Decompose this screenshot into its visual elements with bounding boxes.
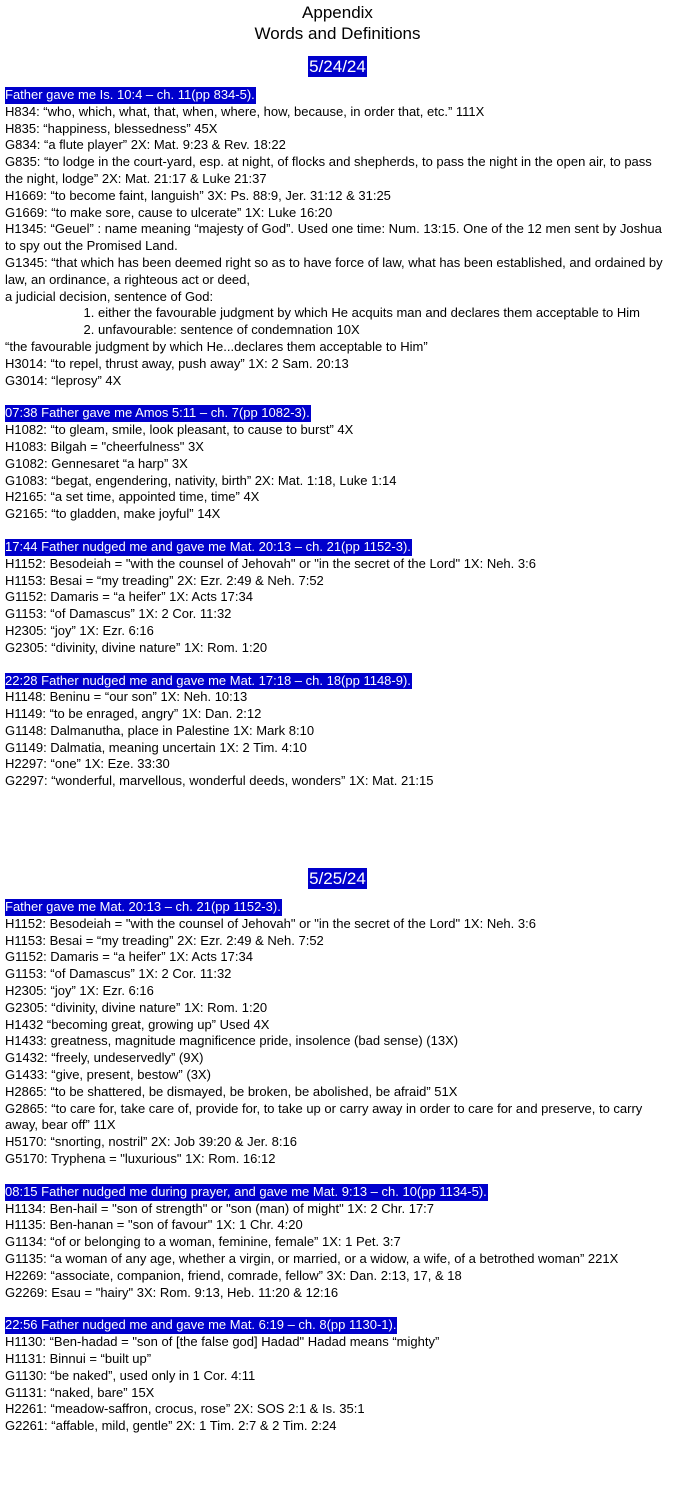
definition-line: H1153: Besai = “my treading” 2X: Ezr. 2:49 & Neh. 7:52 — [5, 572, 324, 588]
reading-section — [5, 1317, 670, 1435]
definition-line: G1152: Damaris = “a heifer” 1X: Acts 17:34 — [5, 949, 253, 965]
section-heading-line — [5, 1184, 670, 1201]
definition-line: G1669: “to make sore, cause to ulcerate” 1X: Luke 16:20 — [5, 204, 333, 220]
definition-line: G2269: Esau = "hairy" 3X: Rom. 9:13, Heb. 11:20 & 12:16 — [5, 1284, 339, 1300]
date-heading-wrap — [5, 868, 670, 889]
definition-line: “the favourable judgment by which He...declares them acceptable to Him” — [5, 338, 428, 354]
date-heading-wrap — [5, 56, 670, 77]
definition-line: H2297: “one” 1X: Eze. 33:30 — [5, 756, 170, 772]
definition-line: G1130: “be naked”, used only in 1 Cor. 4:11 — [5, 1367, 256, 1383]
definition-line: H3014: “to repel, thrust away, push away” 1X: 2 Sam. 20:13 — [5, 355, 349, 371]
definition-line: H1134: Ben-hail = "son of strength" or "son (man) of might" 1X: 2 Chr. 17:7 — [5, 1200, 435, 1216]
definition-line: G1148: Dalmanutha, place in Palestine 1X: Mark 8:10 — [5, 722, 315, 738]
definition-line: H2305: “joy” 1X: Ezr. 6:16 — [5, 983, 154, 999]
definition-line: H1152: Besodeiah = "with the counsel of Jehovah" or "in the secret of the Lord" 1X: Neh. 3:6 — [5, 915, 536, 931]
definition-line: H1148: Beninu = “our son” 1X: Neh. 10:13 — [5, 689, 248, 705]
definition-line: G2165: “to gladden, make joyful” 14X — [5, 506, 221, 522]
definition-line: H2305: “joy” 1X: Ezr. 6:16 — [5, 622, 154, 638]
reading-section — [5, 539, 670, 657]
definition-line: G2261: “affable, mild, gentle” 2X: 1 Tim. 2:7 & 2 Tim. 2:24 — [5, 1418, 337, 1434]
definition-line: G5170: Tryphena = "luxurious" 1X: Rom. 16:12 — [5, 1151, 276, 1167]
definition-line: G1153: “of Damascus” 1X: 2 Cor. 11:32 — [5, 966, 232, 982]
definition-line: G1345: “that which has been deemed right so as to have force of law, what has been established, and ordained by law, an ordinance, a righteous act or deed, — [5, 254, 663, 287]
definition-line: H1345: “Geuel” : name meaning “majesty of God”. Used one time: Num. 13:15. One of the 12 men sent by Joshua to spy out the Promised Land. — [5, 221, 662, 254]
definition-line: H1083: Bilgah = "cheerfulness" 3X — [5, 438, 204, 454]
page-title: Appendix — [302, 3, 373, 22]
definition-line: G1131: “naked, bare” 15X — [5, 1384, 155, 1400]
section-heading-line — [5, 405, 670, 422]
definition-line: G1135: “a woman of any age, whether a virgin, or married, or a widow, a wife, of a betrothed woman” 221X — [5, 1251, 619, 1267]
definition-line: H1131: Binnui = “built up” — [5, 1351, 152, 1366]
sublist-item: 2. unfavourable: sentence of condemnation 10X — [98, 322, 670, 339]
definition-line: G1433: “give, present, bestow” (3X) — [5, 1067, 211, 1083]
section-heading: 07:38 Father gave me Amos 5:11 – ch. 7(pp 1082-3). — [5, 405, 310, 421]
section-heading: 22:56 Father nudged me and gave me Mat. 6:19 – ch. 8(pp 1130-1). — [5, 1317, 397, 1333]
definition-line: G3014: “leprosy” 4X — [5, 372, 122, 388]
definition-line: H1669: “to become faint, languish” 3X: Ps. 88:9, Jer. 31:12 & 31:25 — [5, 187, 391, 203]
definition-line: H2865: “to be shattered, be dismayed, be broken, be abolished, be afraid” 51X — [5, 1083, 458, 1099]
title-block — [5, 0, 670, 44]
definition-line: a judicial decision, sentence of God: — [5, 288, 214, 304]
reading-section — [5, 899, 670, 1168]
reading-section — [5, 673, 670, 791]
definition-line: G835: “to lodge in the court-yard, esp. at night, of flocks and shepherds, to pass the night in the open air, to pass the night, lodge” 2X: Mat. 21:17 & Luke 21:37 — [5, 154, 652, 186]
definition-line: H1433: greatness, magnitude magnificence pride, insolence (bad sense) (13X) — [5, 1033, 459, 1049]
definition-line: G2865: “to care for, take care of, provide for, to take up or carry away in order to care for and preserve, to carry away, bear off” 11X — [5, 1100, 643, 1133]
definition-line: H1149: “to be enraged, angry” 1X: Dan. 2:12 — [5, 706, 262, 722]
definition-line: G1153: “of Damascus” 1X: 2 Cor. 11:32 — [5, 606, 232, 622]
page-subtitle: Words and Definitions — [254, 24, 421, 43]
section-heading: 17:44 Father nudged me and gave me Mat. 20:13 – ch. 21(pp 1152-3). — [5, 538, 411, 554]
section-heading: 08:15 Father nudged me during prayer, and gave me Mat. 9:13 – ch. 10(pp 1134-5). — [5, 1183, 487, 1199]
sublist-item: 1. either the favourable judgment by which He acquits man and declares them acceptable to Him — [98, 305, 670, 322]
section-heading-line — [5, 673, 670, 690]
definition-line: H1130: “Ben-hadad = "son of [the false god] Hadad" Hadad means “mighty” — [5, 1334, 440, 1350]
definition-line: H2261: “meadow-saffron, crocus, rose” 2X: SOS 2:1 & Is. 35:1 — [5, 1401, 365, 1417]
definition-line: H1432 “becoming great, growing up” Used 4X — [5, 1016, 270, 1032]
section-heading-line — [5, 539, 670, 556]
section-heading: Father gave me Is. 10:4 – ch. 11(pp 834-5). — [5, 87, 255, 102]
definition-line: G2305: “divinity, divine nature” 1X: Rom. 1:20 — [5, 999, 268, 1015]
definition-line: H1152: Besodeiah = "with the counsel of Jehovah" or "in the secret of the Lord" 1X: Neh. 3:6 — [5, 555, 536, 571]
definition-line: H5170: “snorting, nostril” 2X: Job 39:20 & Jer. 8:16 — [5, 1134, 297, 1150]
definition-line: G1432: “freely, undeservedly” (9X) — [5, 1050, 204, 1066]
definition-line: H1082: “to gleam, smile, look pleasant, to cause to burst” 4X — [5, 422, 354, 438]
definition-line: G1152: Damaris = “a heifer” 1X: Acts 17:34 — [5, 589, 253, 605]
definition-line: H2269: “associate, companion, friend, comrade, fellow” 3X: Dan. 2:13, 17, & 18 — [5, 1267, 462, 1283]
definition-line: G1149: Dalmatia, meaning uncertain 1X: 2 Tim. 4:10 — [5, 739, 307, 755]
definition-line: G1083: “begat, engendering, nativity, birth” 2X: Mat. 1:18, Luke 1:14 — [5, 472, 397, 488]
definition-line: H1153: Besai = “my treading” 2X: Ezr. 2:49 & Neh. 7:52 — [5, 932, 324, 948]
definition-line: G834: “a flute player” 2X: Mat. 9:23 & Rev. 18:22 — [5, 137, 286, 153]
reading-section — [5, 1184, 670, 1302]
section-heading: 22:28 Father nudged me and gave me Mat. 17:18 – ch. 18(pp 1148-9). — [5, 672, 411, 688]
definition-line: H2165: “a set time, appointed time, time” 4X — [5, 489, 260, 505]
section-heading-line — [5, 87, 670, 104]
document-content — [5, 56, 670, 1435]
definition-line: G2305: “divinity, divine nature” 1X: Rom. 1:20 — [5, 639, 268, 655]
definition-line: G1082: Gennesaret “a harp” 3X — [5, 455, 188, 471]
numbered-sublist — [5, 305, 670, 339]
date-heading: 5/25/24 — [309, 869, 366, 889]
reading-section — [5, 405, 670, 523]
definition-line: G2297: “wonderful, marvellous, wonderful deeds, wonders” 1X: Mat. 21:15 — [5, 773, 434, 789]
definition-line: H835: “happiness, blessedness” 45X — [5, 120, 218, 136]
date-heading: 5/24/24 — [309, 57, 366, 76]
reading-section — [5, 87, 670, 389]
definition-line: H834: “who, which, what, that, when, where, how, because, in order that, etc.” 111X — [5, 103, 485, 119]
definition-line: H1135: Ben-hanan = "son of favour" 1X: 1 Chr. 4:20 — [5, 1217, 303, 1233]
day-spacer — [5, 806, 670, 856]
definition-line: G1134: “of or belonging to a woman, feminine, female” 1X: 1 Pet. 3:7 — [5, 1234, 401, 1250]
section-heading-line — [5, 899, 670, 916]
section-heading-line — [5, 1317, 670, 1334]
section-heading: Father gave me Mat. 20:13 – ch. 21(pp 1152-3). — [5, 899, 281, 915]
